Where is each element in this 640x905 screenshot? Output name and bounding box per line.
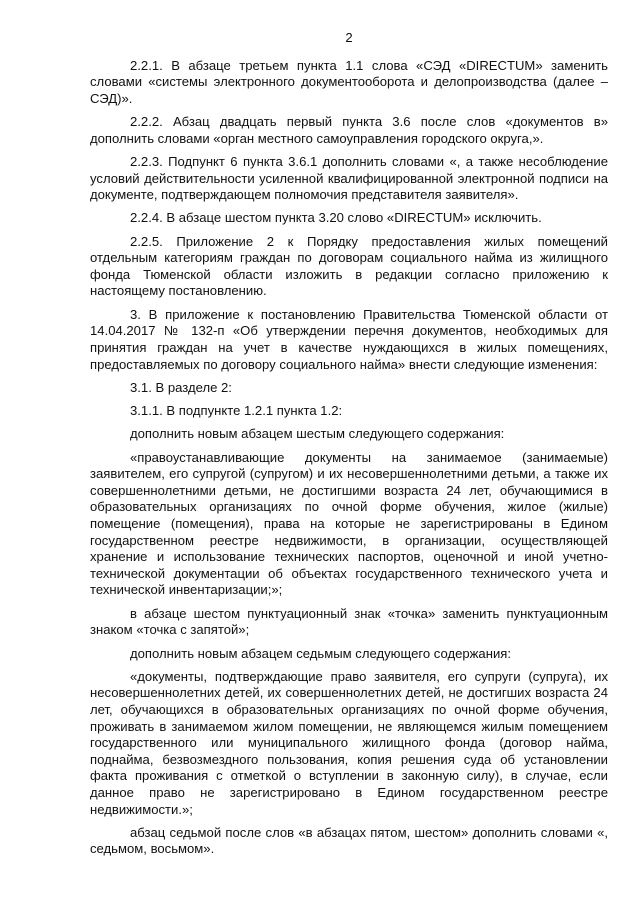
paragraph-3-1: 3.1. В разделе 2: (130, 379, 232, 395)
document-page (90, 30, 608, 858)
paragraph-add-sixth: дополнить новым абзацем шестым следующего содержания: (130, 426, 505, 442)
paragraph-sixth-quote: «правоустанавливающие документы на занимаемое (занимаемые) заявителем, его супругой (супругом) и их несовершеннолетними детьми, а также их совершеннолетними детьми, не достигшими возраста 24 лет, обучающимися в образовательных организациях по очной форме обучения, жилое (жилые) помещение (помещения), права на которые не зарегистрированы в Едином государственном реестре недвижимости, в организации, осуществляющей хранение и использование технических паспортов, оценочной и иной учетно-технической документации об объектах государственного технического учета и технической инвентаризации;»; (90, 449, 608, 598)
paragraph-seventh-quote: «документы, подтверждающие право заявителя, его супруги (супруга), их несовершеннолетних детей, их совершеннолетних детей, не достигших возраста 24 лет, обучающихся в образовательных организациях по очной форме обучения, проживать в занимаемом жилом помещении, не являющемся жилым помещением государственного или муниципального жилищного фонда (договор найма, поднайма, безвозмездного пользования, копия решения суда об установлении факта проживания с отметкой о вступлении в законную силу), в случае, если данное право не зарегистрировано в Едином государственном реестре недвижимости.»; (90, 668, 608, 817)
paragraph-2-2-4: 2.2.4. В абзаце шестом пункта 3.20 слово «DIRECTUM» исключить. (130, 210, 542, 226)
paragraph-3: 3. В приложение к постановлению Правительства Тюменской области от 14.04.2017 № 132-п «Об утверждении перечня документов, необходимых для принятия граждан на учет в качестве нуждающихся в жилых помещениях, предоставляемых по договору социального найма» внести следующие изменения: (90, 306, 608, 372)
paragraph-2-2-2: 2.2.2. Абзац двадцать первый пункта 3.6 после слов «документов в» дополнить словами «орган местного самоуправления городского округа,». (90, 114, 608, 146)
paragraph-3-1-1: 3.1.1. В подпункте 1.2.1 пункта 1.2: (130, 403, 343, 419)
document-body (90, 58, 608, 858)
paragraph-seventh-amend: абзац седьмой после слов «в абзацах пятом, шестом» дополнить словами «, седьмом, восьмом». (90, 824, 608, 857)
paragraph-2-2-5: 2.2.5. Приложение 2 к Порядку предоставления жилых помещений отдельным категориям граждан по договорам социального найма из жилищного фонда Тюменской области изложить в редакции согласно приложению к настоящему постановлению. (90, 233, 608, 299)
paragraph-add-seventh: дополнить новым абзацем седьмым следующего содержания: (130, 645, 511, 661)
paragraph-2-2-1: 2.2.1. В абзаце третьем пункта 1.1 слова «СЭД «DIRECTUM» заменить словами «системы электронного документооборота и делопроизводства (далее – СЭД)». (90, 57, 608, 106)
paragraph-2-2-3: 2.2.3. Подпункт 6 пункта 3.6.1 дополнить словами «, а также несоблюдение условий действительности усиленной квалифицированной электронной подписи на документе, подтверждающем полномочия представителя заявителя». (90, 153, 608, 203)
page-number: 2 (345, 30, 353, 45)
paragraph-punctuation-change: в абзаце шестом пунктуационный знак «точка» заменить пунктуационным знаком «точка с запятой»; (90, 605, 608, 638)
